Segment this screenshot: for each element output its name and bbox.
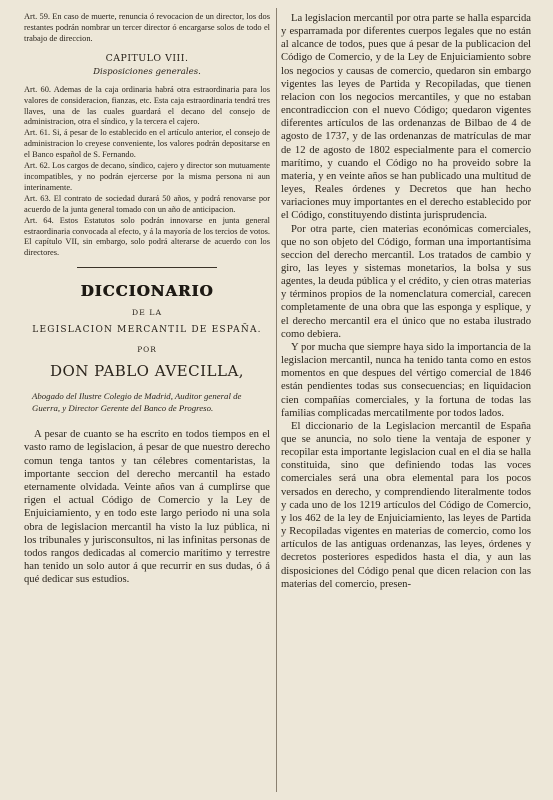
section-rule bbox=[77, 267, 217, 268]
article-62: Art. 62. Los cargos de decano, síndico, cajero y director son mutuamente incompatibles, y no podrán ejercerse por la misma persona ni aun interinamente. bbox=[24, 161, 270, 192]
right-column bbox=[281, 12, 531, 591]
article-63: Art. 63. El contrato de sociedad durará 50 años, y podrá renovarse por acuerdo de la junta general tomado con un año de anticipacion. bbox=[24, 193, 270, 214]
dictionary-heading: DICCIONARIO bbox=[80, 282, 214, 301]
right-paragraph-4: El diccionario de la Legislacion mercantil de España que se anuncia, no solo tiene la ventaja de esponer y recopilar esta importante legislacion cual en el dia se halla constituida, sino que definiendo todas las voces comerciales será una obra elemental para los pocos versados en derecho, y comprendiendo literalmente todos y cada uno de los 1219 artículos del Código de Comercio, y los 462 de la ley de Enjuiciamiento, las leyes de Partida y Recopiladas vigentes en materias de comercio, como los artículos de las antiguas ordenanzas, las leyes, órdenes y decretos posteriores espedidos hasta el dia, y aun las disposiciones del Código penal que dicen relacion con las materias del comercio, presen- bbox=[281, 420, 531, 590]
heading-de-la: DE LA bbox=[131, 308, 163, 318]
author-credit: Abogado del Ilustre Colegio de Madrid, Auditor general de Guerra, y Director Gerente del Banco de Progreso. bbox=[32, 391, 242, 414]
left-column bbox=[24, 12, 270, 587]
heading-por: POR bbox=[137, 345, 157, 355]
right-paragraph-2: Por otra parte, cien materias económicas comerciales, que no son objeto del Código, forman una importantísima seccion del derecho mercantil. Los tratados de cambio y giro, las leyes y sistemas monetarios, la bolsa y sus agentes, la deuda pública y el crédito, y cien otras materias y términos propios de la nomenclatura comercial, carecen completamente de una obra que las esponga y esplique, y el derecho mercantil era el único que no estaba ilustrado como debiera. bbox=[281, 223, 531, 340]
chapter-subtitle: Disposiciones generales. bbox=[93, 66, 201, 77]
author-name: DON PABLO AVECILLA, bbox=[49, 362, 245, 381]
column-divider bbox=[276, 8, 277, 792]
heading-legislacion: LEGISLACION MERCANTIL DE ESPAÑA. bbox=[32, 325, 262, 336]
article-59: Art. 59. En caso de muerte, renuncia ó revocacion de un director, los dos restantes podrán nombrar un tercer director ó encargarse solos de todo el trabajo de direccion. bbox=[24, 12, 270, 43]
left-body-paragraph: A pesar de cuanto se ha escrito en todos tiempos en el vasto ramo de legislacion, á pesar de que nuestro derecho comun tenga tantos y tan célebres comentaristas, la importante seccion del derecho mercantil ha estado eternamente olvidada. Veinte años van á cumplirse que rigen el actual Código de Comercio y la Ley de Enjuiciamiento, y en todo este largo periodo ni una sola obra de legislacion mercantil ha visto la luz pública, ni los tribunales y jurisconsultos, ni las infinitas personas de todos rangos dedicadas al comercio marítimo y terrestre han tenido un solo autor á que recurrir en sus dudas, ó á qué dedicar sus estudios. bbox=[24, 429, 270, 586]
right-paragraph-1: La legislacion mercantil por otra parte se halla esparcida y esparramada por diferentes cuerpos legales que no están al alcance de todos, pues que á pesar de la publicacion del Código de Comercio, y de la Ley de Enjuiciamiento sobre los negocios y causas de comercio, quedaron sin embargo vigentes las leyes de Partida y Recopiladas, que tienen relacion con los negocios mercantiles, y que no estaban encontradiccion con el nuevo Código; quedaron vigentes diferentes artículos de las ordenanzas de Bilbao de 4 de agosto de 1737, y de las ordenanzas de matrículas de mar de 12 de agosto de 1802 especialmente para el comercio marítimo, y cuando el Código no ha proveido sobre la materia, y en veinte años se han publicado una multitud de leyes, Reales órdenes y Decretos que han hecho variaciones muy importantes en el derecho establecido por el Código, constituyendo distinta jurisprudencia. bbox=[281, 13, 531, 222]
article-60: Art. 60. Ademas de la caja ordinaria habrá otra estraordinaria para los valores de consideracion, fianzas, etc. Esta caja estraordinaria tendrá tres llaves, una de las cuales guardará el decano del consejo de administracion, otra el síndico, y la tercera el cajero. bbox=[24, 84, 270, 127]
right-paragraph-3: Y por mucha que siempre haya sido la importancia de la legislacion mercantil, nunca ha tenido tanta como en estos momentos en que despues del vértigo comercial de 1846 están pendientes todas sus consecuencias; en liquidacion cien compañías comerciales, y la fortuna de todas las familias complicadas mercatilmente por todos lados. bbox=[281, 341, 531, 419]
article-64: Art. 64. Estos Estatutos solo podrán innovarse en junta general estraordinaria convocada al efecto, y á la mayoría de los tercios de votos. El capítulo VII, sin embargo, solo podrá alterarse de acuerdo con los directores. bbox=[24, 215, 270, 258]
article-61: Art. 61. Si, á pesar de lo establecido en el artículo anterior, el consejo de administracion lo creyese conveniente, los valores podrán depositarse en el Banco español de S. Fernando. bbox=[24, 128, 270, 160]
chapter-title: CAPITULO VIII. bbox=[105, 52, 189, 64]
